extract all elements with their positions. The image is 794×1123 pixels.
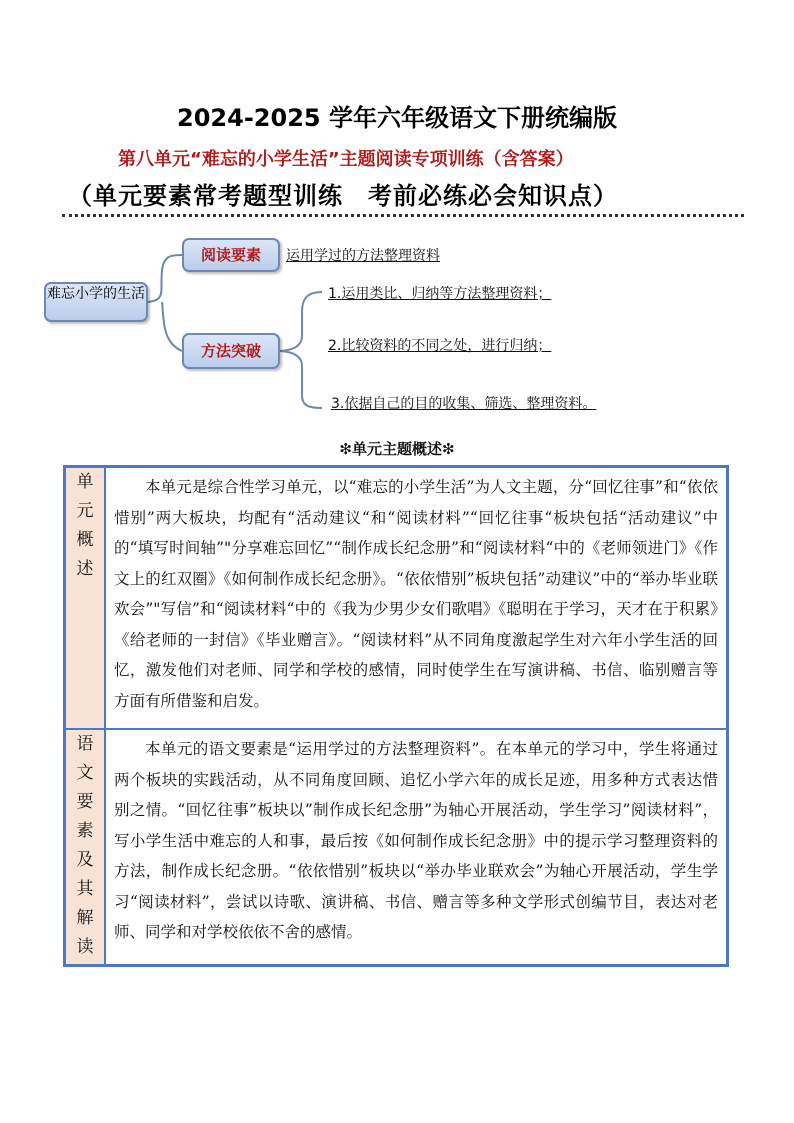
mindmap-leaf-method-2: 2.比较资料的不同之处，进行归纳；: [328, 338, 552, 354]
label-char: 及: [76, 850, 94, 870]
row-label-language-elements: [65, 729, 105, 965]
connector-branch-items: [280, 292, 322, 408]
mindmap-leaf-method-3: 3.依据自己的目的收集、筛选、整理资料。: [331, 396, 597, 412]
document-title: 2024-2025 学年六年级语文下册统编版: [177, 104, 617, 132]
row-label-unit-overview: [65, 467, 105, 729]
connector-root-branches: [148, 255, 182, 351]
label-char: 概: [76, 530, 94, 550]
document-tagline: （单元要素常考题型训练 考前必练必会知识点）: [68, 181, 618, 210]
label-char: 解: [76, 908, 94, 928]
label-char: 文: [76, 763, 94, 783]
label-char: 素: [76, 821, 94, 841]
mindmap-leaf-reading: 运用学过的方法整理资料: [286, 248, 440, 264]
mindmap-node-reading-element: 阅读要素: [182, 238, 280, 272]
mindmap-leaf-method-1: 1.运用类比、归纳等方法整理资料；: [328, 286, 552, 302]
label-char: 要: [76, 792, 94, 812]
section-heading: ❇单元主题概述❇: [339, 440, 455, 458]
row-text-language-elements: 本单元的语文要素是“运用学过的方法整理资料”。在本单元的学习中，学生将通过两个板块的实践活动，从不同角度回顾、追忆小学六年的成长足迹，用多种方式表达惜别之情。“回忆往事”板块以”制作成长纪念册”为轴心开展活动，学生学习”阅读材料”，写小学生活中难忘的人和事，最后按《如何制作成长纪念册》中的提示学习整理资料的方法，制作成长纪念册。“依依惜别”板块以“举办毕业联欢会”为轴心开展活动，学生学习“阅读材料”，尝试以诗歌、演讲稿、书信、赠言等多种文学形式创编节目，表达对老师、同学和对学校依依不舍的感情。: [105, 729, 727, 965]
mindmap-node-method-breakthrough: 方法突破: [182, 333, 280, 369]
dotted-divider: [62, 214, 744, 217]
unit-summary-table: [63, 465, 729, 967]
label-char: 读: [76, 937, 94, 957]
row-text-unit-overview: 本单元是综合性学习单元，以“难忘的小学生活”为人文主题，分“回忆往事”和“依依惜别”两大板块，均配有“活动建议“和“阅读材料”“回忆往事“板块包括“活动建议”中的“填写时间轴”"分享难忘回忆”“制作成长纪念册”和“阅读材料“中的《老师领进门》《作文上的红双圈》《如何制作成长纪念册》。“依依惜别”板块包括”动建议”中的“举办毕业联欢会”"写信”和“阅读材料“中的《我为少男少女们歌唱》《聪明在于学习，天才在于积累》《给老师的一封信》《毕业赠言》。“阅读材料”从不同角度激起学生对六年小学生活的回忆，激发他们对老师、同学和学校的感情，同时使学生在写演讲稿、书信、临别赠言等方面有所借鉴和启发。: [105, 467, 727, 729]
label-char: 元: [76, 501, 94, 521]
label-char: 语: [76, 734, 94, 754]
label-char: 单: [76, 472, 94, 492]
table-row: [65, 729, 727, 965]
mindmap-root-node: 难忘小学的生活: [44, 282, 148, 322]
table-row: [65, 467, 727, 729]
document-subtitle: 第八单元“难忘的小学生活”主题阅读专项训练（含答案）: [118, 149, 574, 170]
label-char: 述: [76, 559, 94, 579]
label-char: 其: [76, 879, 94, 899]
